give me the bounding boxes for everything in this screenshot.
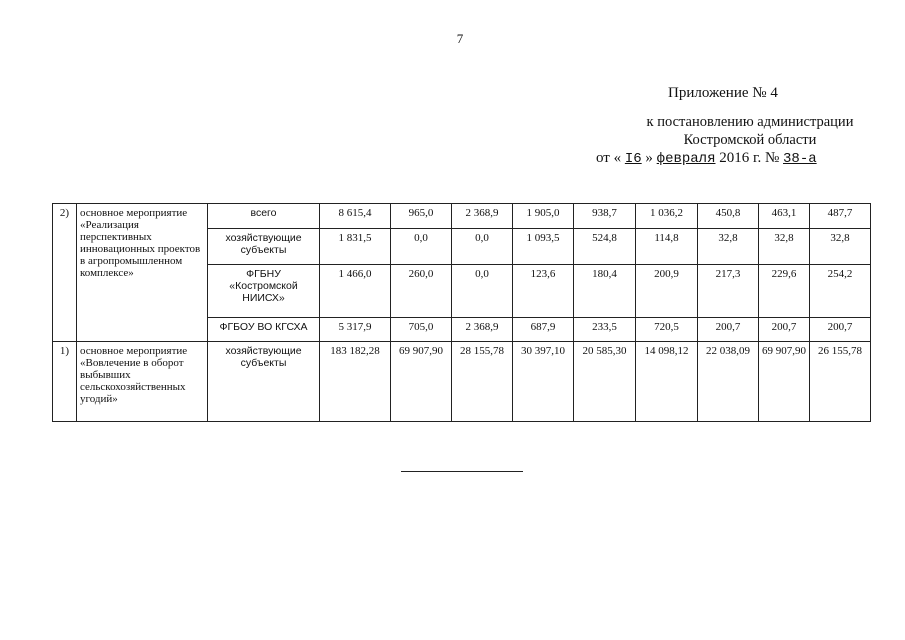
value-cell: 32,8 [698,229,759,265]
value-cell: 8 615,4 [320,204,391,229]
value-cell: 180,4 [574,265,636,318]
row-number: 2) [53,204,77,342]
subject-cell: хозяйствующие субъекты [208,342,320,422]
value-cell: 2 368,9 [452,204,513,229]
value-cell: 30 397,10 [513,342,574,422]
measure-name: основное мероприятие «Вовлечение в оборот выбывших сельскохозяйственных угодий» [77,342,208,422]
value-cell: 965,0 [391,204,452,229]
value-cell: 687,9 [513,318,574,342]
value-cell: 123,6 [513,265,574,318]
value-cell: 463,1 [759,204,810,229]
value-cell: 200,7 [810,318,871,342]
value-cell: 217,3 [698,265,759,318]
date-mid: » [645,150,653,166]
decree-number: 38-а [783,151,817,167]
value-cell: 28 155,78 [452,342,513,422]
value-cell: 254,2 [810,265,871,318]
date-year: 2016 г. № [719,150,780,166]
value-cell: 5 317,9 [320,318,391,342]
value-cell: 22 038,09 [698,342,759,422]
decree-line-2: Костромской области [683,132,817,148]
value-cell: 1 831,5 [320,229,391,265]
value-cell: 200,7 [759,318,810,342]
value-cell: 720,5 [636,318,698,342]
date-month: февраля [656,151,716,167]
value-cell: 705,0 [391,318,452,342]
measure-name: основное мероприятие «Реализация перспективных инновационных проектов в агропромышленном комплексе» [77,204,208,342]
page-number: 7 [456,31,464,46]
value-cell: 69 907,90 [759,342,810,422]
value-cell: 114,8 [636,229,698,265]
subject-cell: хозяйствующие субъекты [208,229,320,265]
value-cell: 14 098,12 [636,342,698,422]
value-cell: 487,7 [810,204,871,229]
value-cell: 183 182,28 [320,342,391,422]
value-cell: 524,8 [574,229,636,265]
value-cell: 1 905,0 [513,204,574,229]
decree-date-line [596,150,817,167]
subject-cell: всего [208,204,320,229]
value-cell: 1 036,2 [636,204,698,229]
value-cell: 26 155,78 [810,342,871,422]
value-cell: 260,0 [391,265,452,318]
value-cell: 1 466,0 [320,265,391,318]
value-cell: 1 093,5 [513,229,574,265]
value-cell: 450,8 [698,204,759,229]
value-cell: 32,8 [810,229,871,265]
value-cell: 69 907,90 [391,342,452,422]
end-separator-line [401,471,523,472]
value-cell: 229,6 [759,265,810,318]
value-cell: 2 368,9 [452,318,513,342]
value-cell: 938,7 [574,204,636,229]
subject-cell: ФГБНУ «Костромской НИИСХ» [208,265,320,318]
value-cell: 200,9 [636,265,698,318]
funding-table [52,203,871,422]
value-cell: 0,0 [452,265,513,318]
table-row [53,204,871,229]
decree-line-1: к постановлению администрации [646,114,854,130]
table-row [53,342,871,422]
value-cell: 0,0 [452,229,513,265]
value-cell: 200,7 [698,318,759,342]
value-cell: 20 585,30 [574,342,636,422]
date-day: I6 [624,151,642,167]
appendix-title: Приложение № 4 [668,85,778,101]
value-cell: 233,5 [574,318,636,342]
value-cell: 32,8 [759,229,810,265]
date-prefix: от « [596,150,622,166]
row-number: 1) [53,342,77,422]
subject-cell: ФГБОУ ВО КГСХА [208,318,320,342]
value-cell: 0,0 [391,229,452,265]
